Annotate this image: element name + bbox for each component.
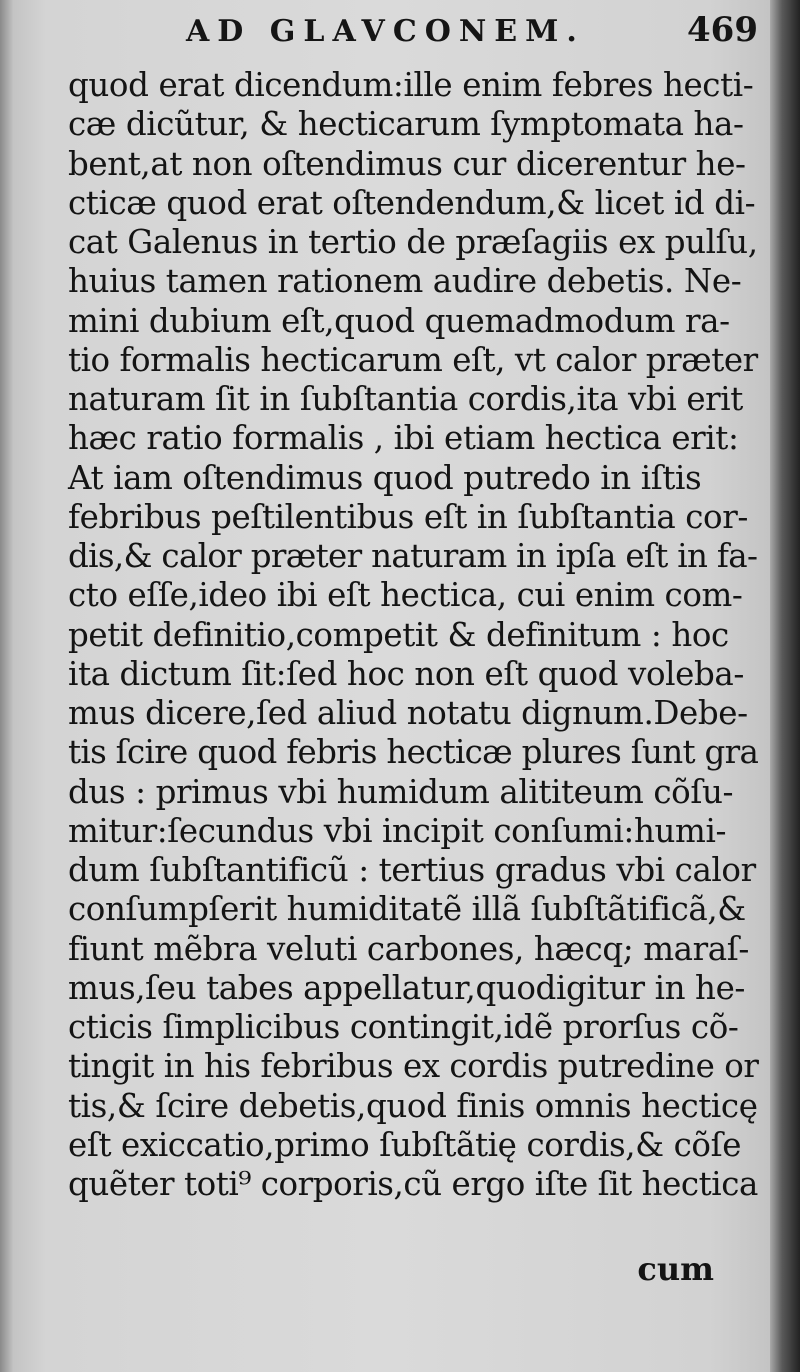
text-line: mitur:ſecundus vbi incipit conſumi:humi- [68, 811, 727, 850]
running-head: AD GLAVCONEM. [186, 14, 585, 49]
text-line: dus : primus vbi humidum alititeum cõſu- [68, 772, 734, 811]
text-line: dis,& calor præter naturam in ipſa eſt in fa- [68, 537, 758, 575]
text-line: cat Galenus in tertio de præſagiis ex pulſu, [68, 223, 758, 261]
text-line: ita dictum ſit:ſed hoc non eſt quod voleba- [68, 654, 744, 693]
text-line: At iam oſtendimus quod putredo in iſtis [68, 458, 702, 497]
text-line: dum ſubſtantificũ : tertius gradus vbi calor [68, 851, 756, 889]
page-header [68, 10, 758, 54]
text-line: febribus peſtilentibus eſt in ſubſtantia cor- [68, 497, 748, 536]
text-line: tis,& ſcire debetis,quod finis omnis hecticę [68, 1086, 758, 1125]
text-line: conſumpſerit humiditatẽ illã ſubſtãtificã,& [68, 890, 746, 929]
text-line: fiunt mẽbra veluti carbones, hæcq; maraſ- [68, 929, 749, 968]
page-edge-shadow [770, 0, 800, 1372]
text-line: huius tamen rationem audire debetis. Ne- [68, 262, 742, 301]
text-line: cticæ quod erat oſtendendum,& licet id di- [68, 183, 756, 222]
text-line: tio formalis hecticarum eſt, vt calor præter [68, 340, 758, 379]
text-line: cticis ſimplicibus contingit,idẽ prorſus cõ- [68, 1008, 739, 1046]
text-line: cæ dicũtur, & hecticarum ſymptomata ha- [68, 105, 744, 144]
body-text [68, 66, 758, 1204]
text-line: mini dubium eſt,quod quemadmodum ra- [68, 301, 730, 340]
text-line: eſt exiccatio,primo ſubſtãtię cordis,& cõſe [68, 1125, 742, 1164]
text-line: tis ſcire quod febris hecticæ plures ſunt gra [68, 733, 759, 772]
page-number: 469 [687, 10, 758, 50]
text-line: quẽter toti⁹ corporis,cũ ergo iſte ſit hectica [68, 1165, 758, 1203]
text-line: petit definitio,competit & definitum : hoc [68, 615, 729, 654]
text-line: quod erat dicendum:ille enim febres hecti- [68, 66, 754, 104]
text-line: tingit in his febribus ex cordis putredine or [68, 1047, 759, 1086]
text-line: hæc ratio formalis , ibi etiam hectica erit: [68, 419, 739, 458]
text-line: bent,at non oſtendimus cur dicerentur he- [68, 144, 746, 183]
text-line: cto eſſe,ideo ibi eſt hectica, cui enim com- [68, 576, 743, 615]
text-line: naturam ſit in ſubſtantia cordis,ita vbi erit [68, 380, 743, 418]
page-gutter-shadow [0, 0, 14, 1372]
text-line: mus,ſeu tabes appellatur,quodigitur in he- [68, 968, 745, 1007]
catchword: cum [637, 1250, 714, 1288]
text-line: mus dicere,ſed aliud notatu dignum.Debe- [68, 694, 748, 732]
